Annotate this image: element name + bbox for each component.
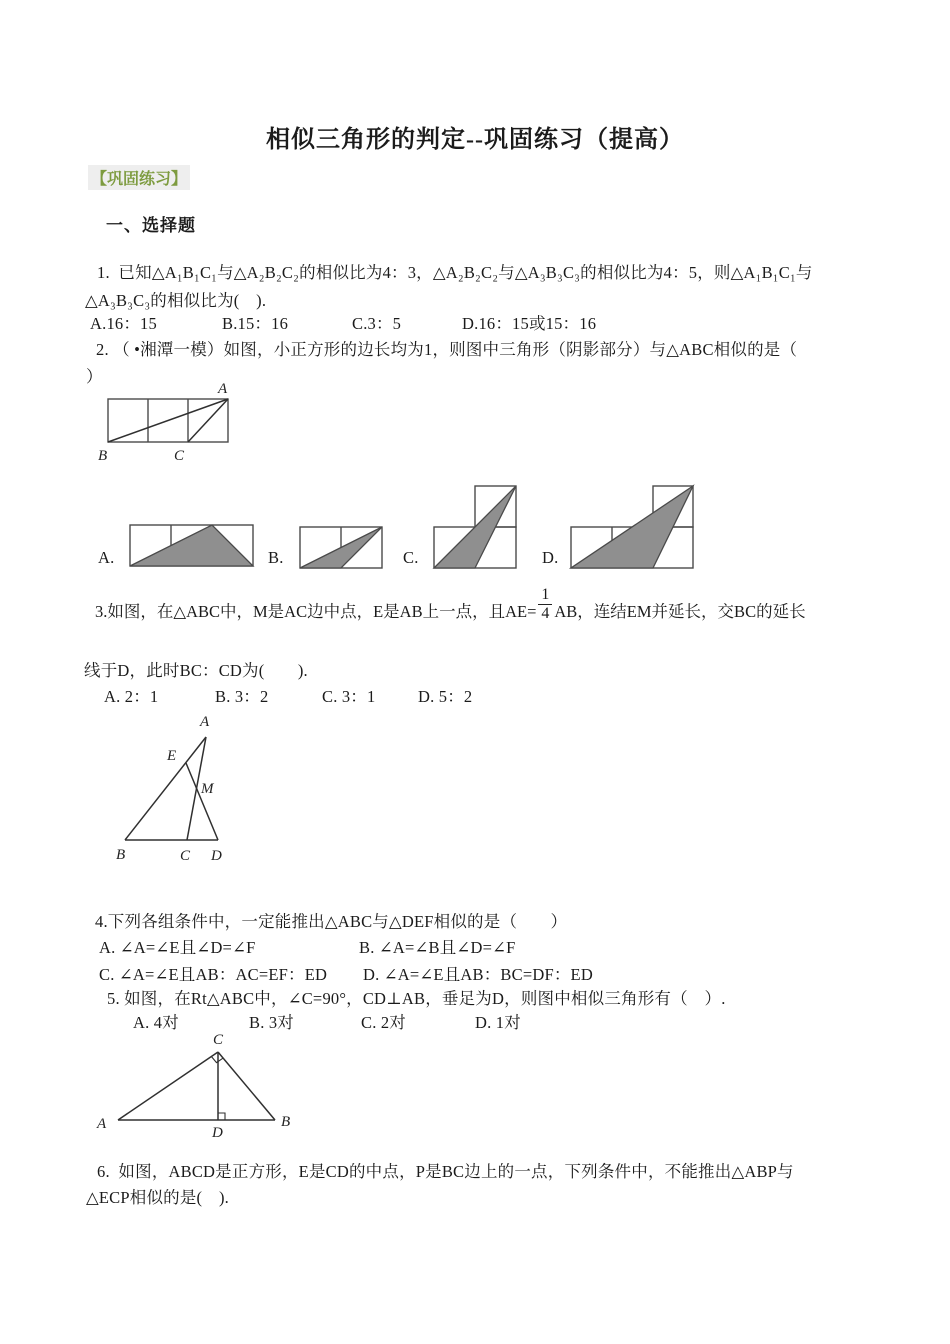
q2-option-c-figure bbox=[432, 484, 519, 571]
q5-figure-lines bbox=[118, 1052, 275, 1120]
q3-line1-post: AB，连结EM并延长，交BC的延长 bbox=[554, 601, 806, 621]
q3-vertex-a-label: A bbox=[200, 714, 210, 730]
q2-triangle-lines bbox=[108, 399, 228, 442]
q6-line1: 6. 如图，ABCD是正方形，E是CD的中点，P是BC边上的一点，下列条件中，不能推出△ABP与 bbox=[97, 1162, 794, 1181]
q3-line1-pre: 3.如图，在△ABC中，M是AC边中点，E是AB上一点，且AE= bbox=[95, 601, 537, 621]
q3-vertex-m-label: M bbox=[201, 781, 214, 797]
q1-option-d: D.16：15或15：16 bbox=[462, 314, 597, 333]
q3-vertex-d-label: D bbox=[211, 848, 222, 864]
section-heading: 一、选择题 bbox=[106, 216, 196, 235]
q5-option-b: B. 3对 bbox=[249, 1013, 295, 1032]
q2-figure-label-a: A. bbox=[98, 548, 115, 567]
q5-figure bbox=[85, 1032, 315, 1145]
q3-vertex-c-label: C bbox=[180, 848, 191, 864]
q5-right-angle-mark-d bbox=[218, 1113, 225, 1120]
q3-line2: 线于D，此时BC：CD为( ). bbox=[84, 661, 308, 680]
q1-option-b: B.15：16 bbox=[222, 314, 289, 333]
q5-vertex-b-label: B bbox=[281, 1114, 291, 1130]
q2-vertex-c-label: C bbox=[174, 448, 185, 464]
q2-vertex-a-label: A bbox=[218, 381, 228, 397]
q3-fraction-denominator: 4 bbox=[541, 605, 550, 623]
q3-option-b: B. 3：2 bbox=[215, 687, 269, 706]
q2-option-a-shaded-triangle bbox=[130, 525, 253, 566]
q1-line1: 1. 已知△A₁B₁C₁与△A₂B₂C₂的相似比为4：3，△A₂B₂C₂与△A₃B₃C₃的相似比为4：5，则△A₁B₁C₁与 bbox=[97, 263, 813, 282]
q3-option-d: D. 5：2 bbox=[418, 687, 473, 706]
q5-option-d: D. 1对 bbox=[475, 1013, 521, 1032]
section-badge: 【巩固练习】 bbox=[88, 165, 190, 190]
q4-option-a: A. ∠A=∠E且∠D=∠F bbox=[99, 938, 256, 957]
q2-figure-label-d: D. bbox=[542, 548, 559, 567]
q2-figure-label-c: C. bbox=[403, 548, 419, 567]
page-title: 相似三角形的判定--巩固练习（提高） bbox=[266, 127, 684, 153]
q2-vertex-b-label: B bbox=[98, 448, 108, 464]
q3-fraction bbox=[538, 586, 552, 624]
q4-option-c: C. ∠A=∠E且AB：AC=EF：ED bbox=[99, 965, 328, 984]
q2-line2: ） bbox=[86, 367, 103, 386]
q3-figure bbox=[110, 713, 240, 865]
q2-option-a-figure bbox=[128, 523, 255, 570]
q3-fraction-numerator: 1 bbox=[538, 586, 552, 605]
q1-option-a: A.16：15 bbox=[90, 314, 157, 333]
q2-line1: 2. （ •湘潭一模）如图，小正方形的边长均为1，则图中三角形（阴影部分）与△ABC相似的是（ bbox=[96, 340, 798, 359]
q3-option-a: A. 2：1 bbox=[104, 687, 159, 706]
q3-line1 bbox=[95, 584, 806, 622]
q3-vertex-e-label: E bbox=[167, 748, 177, 764]
q5-vertex-c-label: C bbox=[213, 1032, 224, 1048]
q2-figure-label-b: B. bbox=[268, 548, 284, 567]
q1-option-c: C.3：5 bbox=[352, 314, 402, 333]
q2-option-d-figure bbox=[569, 484, 696, 571]
q5-option-c: C. 2对 bbox=[361, 1013, 407, 1032]
q2-problem-figure bbox=[94, 381, 304, 465]
q1-line2: △A₃B₃C₃的相似比为( ). bbox=[85, 291, 267, 310]
q5-option-a: A. 4对 bbox=[133, 1013, 179, 1032]
q4-option-d: D. ∠A=∠E且AB：BC=DF：ED bbox=[363, 965, 593, 984]
q4-line1: 4.下列各组条件中，一定能推出△ABC与△DEF相似的是（ ） bbox=[95, 912, 568, 931]
q5-vertex-d-label: D bbox=[212, 1125, 223, 1141]
q5-line1: 5. 如图，在Rt△ABC中，∠C=90°，CD⊥AB，垂足为D，则图中相似三角形有（ ）. bbox=[107, 989, 726, 1008]
q6-line2: △ECP相似的是( ). bbox=[86, 1188, 229, 1207]
q3-option-c: C. 3：1 bbox=[322, 687, 376, 706]
q2-option-b-figure bbox=[298, 525, 384, 570]
q4-option-b: B. ∠A=∠B且∠D=∠F bbox=[359, 938, 516, 957]
q5-vertex-a-label: A bbox=[97, 1116, 107, 1132]
q3-vertex-b-label: B bbox=[116, 847, 126, 863]
